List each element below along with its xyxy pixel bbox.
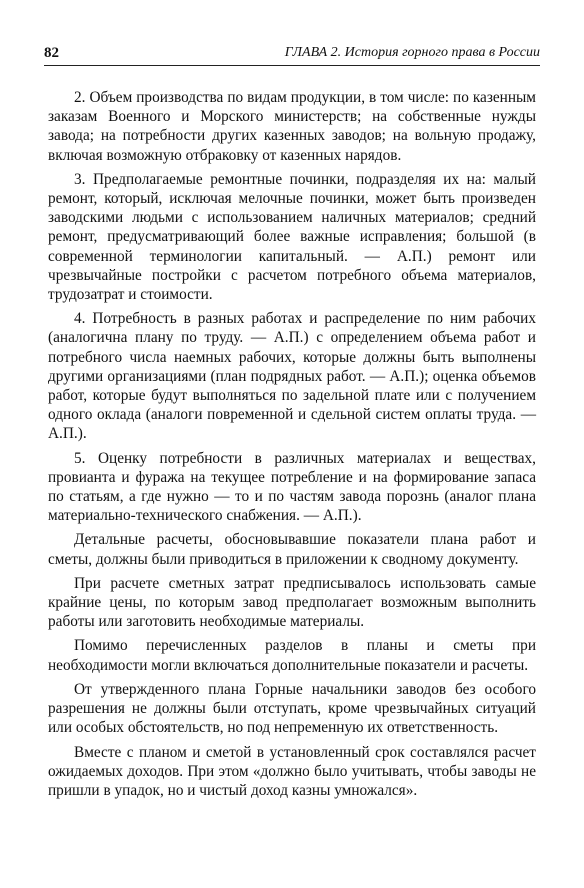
paragraph-plan-deviation: От утвержденного плана Горные начальники заводов без особого разрешения не должны были отступать, кроме чрезвычайных ситуаций или особых обстоятельств, но под непременную их ответственность. [48, 680, 536, 737]
paragraph-production-volume: 2. Объем производства по видам продукции, в том числе: по казенным заказам Военного и Морского министерств; на собственные нужды завода; на потребности других казенных заводов; на вольную продажу, включая возможную отбраковку от казенных нарядов. [48, 89, 536, 164]
header-rule [44, 65, 540, 66]
page-number: 82 [44, 45, 59, 61]
paragraph-additional-indicators: Помимо перечисленных разделов в планы и сметы при необходимости могли включаться дополнительные показатели и расчеты. [48, 637, 536, 674]
body-text [48, 88, 536, 800]
chapter-title: ГЛАВА 2. История горного права в России [284, 45, 540, 60]
running-head [44, 44, 540, 64]
paragraph-cost-estimates: При расчете сметных затрат предписывалось использовать самые крайние цены, по которым завод предполагает возможным выполнить работы или заготовить необходимые материалы. [48, 574, 536, 631]
paragraph-expected-income: Вместе с планом и сметой в установленный срок составлялся расчет ожидаемых доходов. При этом «должно было учитывать, чтобы заводы не пришли в упадок, но и чистый доход казны умножался». [48, 743, 536, 799]
paragraph-materials: 5. Оценку потребности в различных материалах и веществах, провианта и фуража на текущее потребление и на формирование запаса по статьям, а где нужно — то и по частям завода порознь (аналог плана материально-технического снабжения. — А.П.). [48, 449, 536, 525]
paragraph-labor-needs: 4. Потребность в разных работах и распределение по ним рабочих (аналогична плану по труду. — А.П.) с определением объема работ и потребного числа наемных рабочих, которые должны быть выполнены другими организациями (план подрядных работ. — А.П.); оценка объемов работ, которые будут выполняться по задельной плате или с получением одного оклада (аналоги повременной и сдельной систем оплаты труда. — А.П.). [48, 310, 536, 443]
paragraph-detailed-calculations: Детальные расчеты, обосновывавшие показатели плана работ и сметы, должны были приводиться в приложении к сводному документу. [48, 531, 536, 568]
paragraph-repairs: 3. Предполагаемые ремонтные починки, подразделяя их на: малый ремонт, который, исключая мелочные починки, может быть произведен заводскими людьми с использованием наличных материалов; средний ремонт, предусматривающий более важные исправления; большой (в современной терминологии капитальный. — А.П.) ремонт или чрезвычайные постройки с расчетом потребного объема материалов, трудозатрат и стоимости. [48, 170, 536, 304]
